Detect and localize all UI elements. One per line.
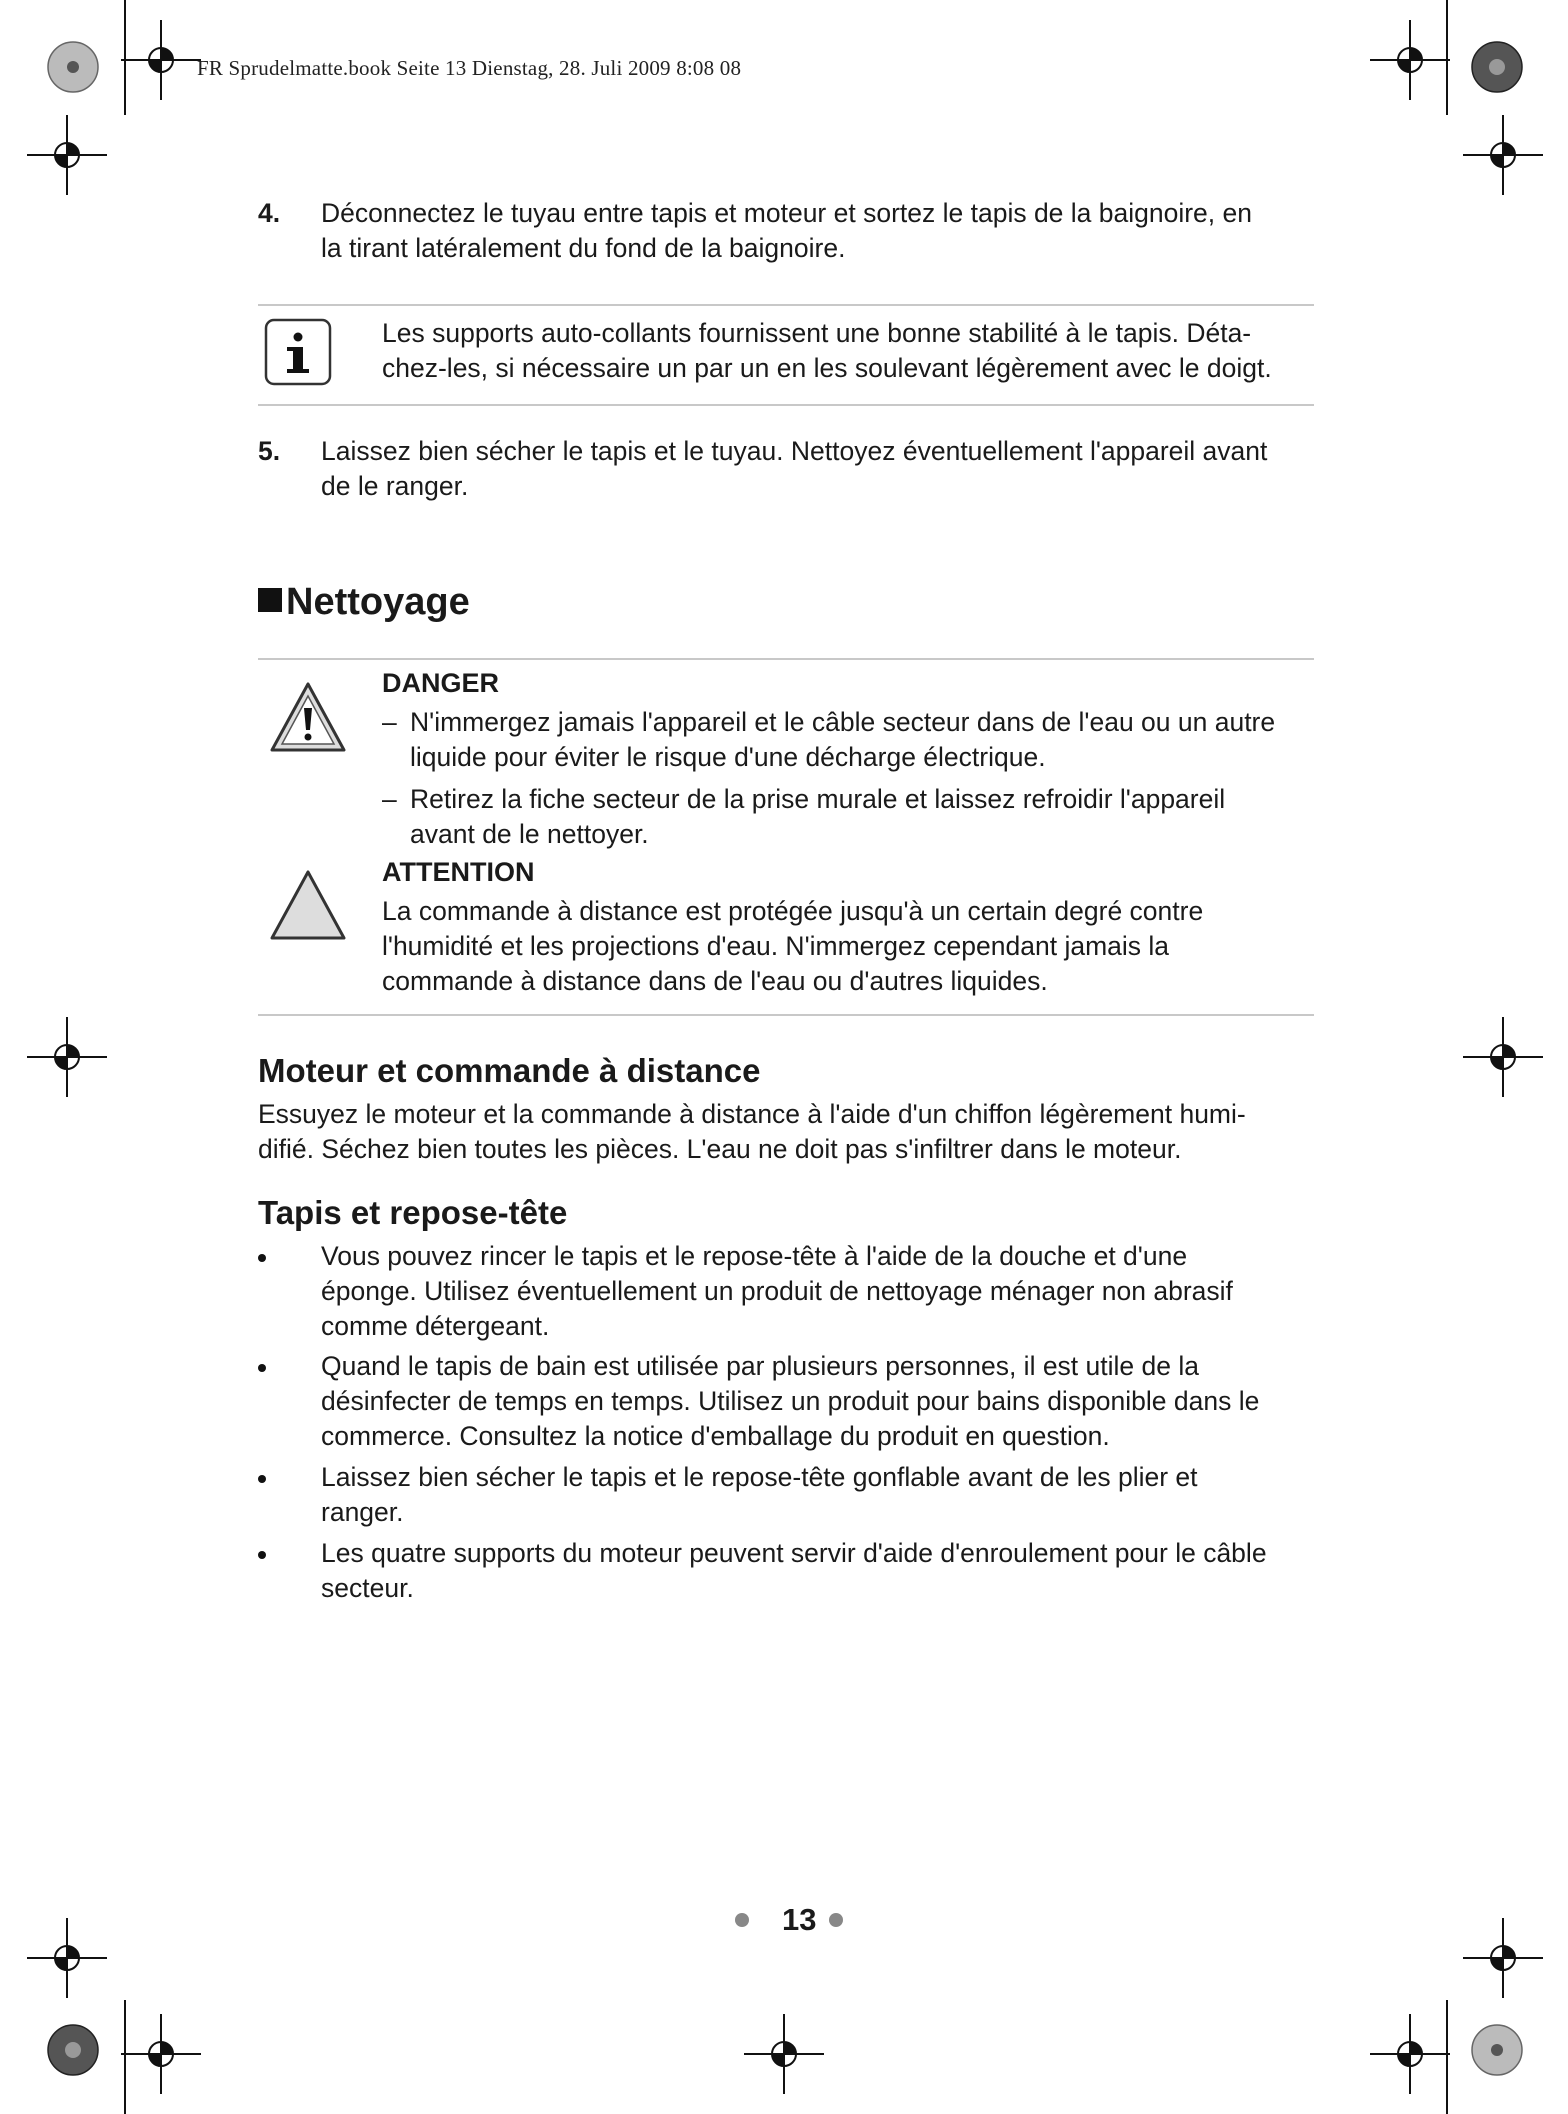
- registration-mark-icon: [1370, 20, 1450, 100]
- text-line: comme détergeant.: [321, 1311, 550, 1341]
- registration-mark-icon: [744, 2014, 824, 2094]
- info-icon: [264, 318, 332, 386]
- bullet-icon: [258, 1254, 266, 1262]
- attention-text: [382, 894, 1322, 999]
- color-wheel-icon: [48, 2025, 98, 2075]
- text-line: Essuyez le moteur et la commande à distance à l'aide d'un chiffon légèrement humi-: [258, 1099, 1246, 1129]
- text-line: liquide pour éviter le risque d'une décharge électrique.: [410, 742, 1046, 772]
- text-line: N'immergez jamais l'appareil et le câble secteur dans de l'eau ou un autre: [410, 707, 1276, 737]
- caution-triangle-icon: [268, 868, 348, 942]
- page-dot-icon: [829, 1913, 843, 1927]
- dash: –: [382, 784, 397, 814]
- text-line: Les supports auto-collants fournissent une bonne stabilité à le tapis. Déta-: [382, 318, 1252, 348]
- text-line: de le ranger.: [321, 471, 469, 501]
- bullet-icon: [258, 1551, 266, 1559]
- text-line: désinfecter de temps en temps. Utilisez un produit pour bains disponible dans le: [321, 1386, 1260, 1416]
- danger-item-text: [410, 705, 1322, 775]
- text-line: commerce. Consultez la notice d'emballage du produit en question.: [321, 1421, 1110, 1451]
- text-line: Laissez bien sécher le tapis et le repose-tête gonflable avant de les plier et: [321, 1462, 1198, 1492]
- square-bullet-icon: [258, 588, 282, 612]
- step-number: 4.: [258, 198, 281, 228]
- section-title: [258, 580, 470, 624]
- running-header: FR Sprudelmatte.book Seite 13 Dienstag, 28. Juli 2009 8:08 08: [197, 56, 742, 80]
- text-line: ranger.: [321, 1497, 404, 1527]
- subsection-title: Moteur et commande à distance: [258, 1052, 761, 1089]
- text-line: l'humidité et les projections d'eau. N'immergez cependant jamais la: [382, 931, 1170, 961]
- list-item: [321, 1460, 1331, 1530]
- text-line: Laissez bien sécher le tapis et le tuyau. Nettoyez éventuellement l'appareil avant: [321, 436, 1268, 466]
- info-note-text: [382, 316, 1322, 386]
- warning-triangle-icon: [268, 680, 348, 754]
- page-dot-icon: [735, 1913, 749, 1927]
- registration-mark-icon: [1370, 2014, 1450, 2094]
- text-line: chez-les, si nécessaire un par un en les soulevant légèrement avec le doigt.: [382, 353, 1272, 383]
- registration-mark-icon: [121, 20, 201, 100]
- registration-mark-icon: [27, 1017, 107, 1097]
- divider: [258, 658, 1314, 660]
- list-item: [321, 1239, 1331, 1344]
- page-number: 13: [782, 1902, 817, 1937]
- text-line: avant de le nettoyer.: [410, 819, 649, 849]
- list-item: [321, 1536, 1331, 1606]
- bullet-icon: [258, 1475, 266, 1483]
- bullet-icon: [258, 1364, 266, 1372]
- color-wheel-icon: [48, 42, 98, 92]
- danger-item-text: [410, 782, 1322, 852]
- text-line: Déconnectez le tuyau entre tapis et moteur et sortez le tapis de la baignoire, en: [321, 198, 1252, 228]
- danger-heading: DANGER: [382, 668, 500, 698]
- color-wheel-icon: [1472, 42, 1522, 92]
- danger-item: [382, 705, 1322, 775]
- divider: [258, 1014, 1314, 1016]
- section-title-text: Nettoyage: [286, 581, 470, 623]
- step-5-text: [321, 434, 1321, 504]
- list-item: [321, 1349, 1331, 1454]
- text-line: difié. Séchez bien toutes les pièces. L'eau ne doit pas s'infiltrer dans le moteur.: [258, 1134, 1182, 1164]
- moteur-text: [258, 1097, 1328, 1167]
- subsection-title: Tapis et repose-tête: [258, 1194, 568, 1231]
- registration-mark-icon: [121, 2014, 201, 2094]
- text-line: la tirant latéralement du fond de la baignoire.: [321, 233, 846, 263]
- divider: [258, 404, 1314, 406]
- text-line: commande à distance dans de l'eau ou d'autres liquides.: [382, 966, 1048, 996]
- text-line: Retirez la fiche secteur de la prise murale et laissez refroidir l'appareil: [410, 784, 1226, 814]
- text-line: éponge. Utilisez éventuellement un produit de nettoyage ménager non abrasif: [321, 1276, 1233, 1306]
- registration-mark-icon: [1463, 1017, 1543, 1097]
- registration-mark-icon: [1463, 115, 1543, 195]
- text-line: Les quatre supports du moteur peuvent servir d'aide d'enroulement pour le câble: [321, 1538, 1267, 1568]
- text-line: secteur.: [321, 1573, 414, 1603]
- dash: –: [382, 707, 397, 737]
- step-number: 5.: [258, 436, 281, 466]
- registration-mark-icon: [1463, 1918, 1543, 1998]
- step-4-text: [321, 196, 1321, 266]
- text-line: Quand le tapis de bain est utilisée par plusieurs personnes, il est utile de la: [321, 1351, 1199, 1381]
- text-line: Vous pouvez rincer le tapis et le repose-tête à l'aide de la douche et d'une: [321, 1241, 1188, 1271]
- divider: [258, 304, 1314, 306]
- color-wheel-icon: [1472, 2025, 1522, 2075]
- attention-heading: ATTENTION: [382, 857, 535, 887]
- registration-mark-icon: [27, 115, 107, 195]
- registration-mark-icon: [27, 1918, 107, 1998]
- danger-item: [382, 782, 1322, 852]
- text-line: La commande à distance est protégée jusqu'à un certain degré contre: [382, 896, 1204, 926]
